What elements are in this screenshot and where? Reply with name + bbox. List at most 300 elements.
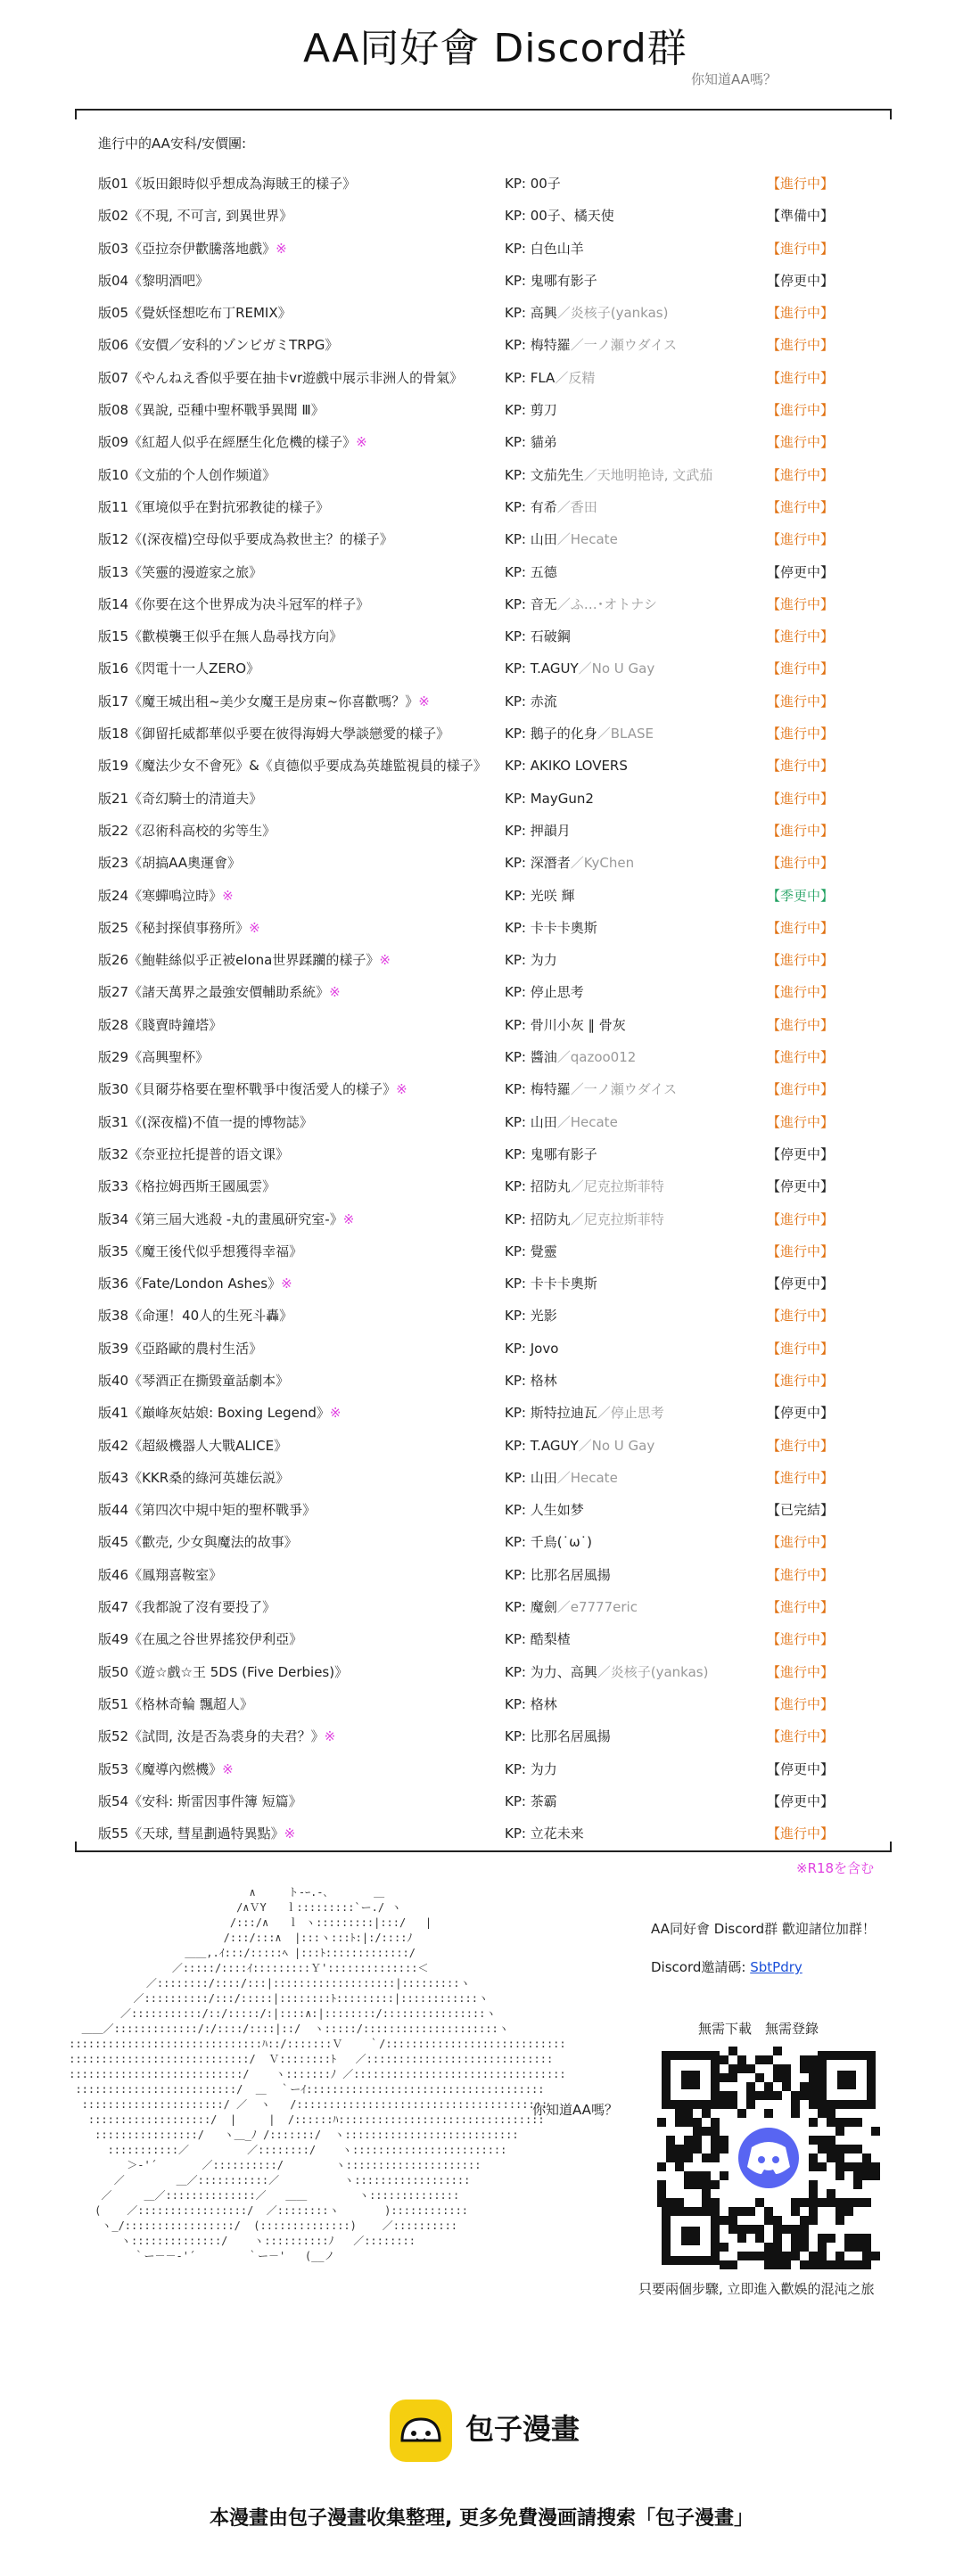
list-item[interactable] <box>0 362 963 394</box>
kp-cell <box>505 1720 611 1752</box>
thread-name: 《異說, 亞種中聖杯戰爭異聞 Ⅲ》 <box>128 402 325 419</box>
thread-number: 版29 <box>98 1049 129 1066</box>
thread-number: 版36 <box>98 1276 129 1292</box>
thread-title <box>98 1591 276 1623</box>
kp-cell <box>505 1817 584 1850</box>
kp-name: 为力、高興 <box>530 1663 597 1680</box>
list-item[interactable] <box>0 297 963 329</box>
kp-name: 高興 <box>530 305 557 322</box>
thread-number: 版17 <box>98 693 129 710</box>
kp-label: KP: <box>505 1599 526 1616</box>
kp-name: Jovo <box>530 1340 559 1357</box>
r18-mark: ※ <box>222 1760 234 1777</box>
r18-note: ※R18を含む <box>796 1860 875 1876</box>
thread-name: 《亞路歐的農村生活》 <box>128 1340 263 1357</box>
thread-number: 版40 <box>98 1372 129 1389</box>
kp-label: KP: <box>505 1405 526 1422</box>
list-item[interactable] <box>0 588 963 620</box>
kp-name: 骨川小灰 ‖ 骨灰 <box>530 1016 626 1033</box>
list-item[interactable] <box>0 168 963 200</box>
kp-cell <box>505 880 575 912</box>
thread-number: 版21 <box>98 790 129 807</box>
thread-number: 版08 <box>98 402 129 419</box>
list-item[interactable] <box>0 1235 963 1267</box>
kp-alt-name: ／KyChen <box>570 855 635 872</box>
kp-name: 文茄先生 <box>530 466 584 483</box>
list-item[interactable] <box>0 1688 963 1720</box>
kp-alt-name: ／No U Gay <box>578 1437 655 1454</box>
thread-title <box>98 1430 287 1462</box>
status-badge: 【季更中】 <box>767 887 835 904</box>
list-item[interactable] <box>0 394 963 426</box>
kp-label: KP: <box>505 887 526 904</box>
thread-title <box>98 1300 292 1332</box>
kp-name: 山田 <box>530 1469 557 1486</box>
kp-name: 梅特羅 <box>530 1081 571 1098</box>
list-item[interactable] <box>0 912 963 944</box>
qr-caption: 無需下載 無需登錄 <box>698 2021 819 2037</box>
status-badge: 【進行中】 <box>767 1469 835 1486</box>
kp-name: 石破鋼 <box>530 628 571 645</box>
list-item[interactable] <box>0 523 963 555</box>
invite-label: Discord邀請碼: <box>651 1959 746 1975</box>
kp-label: KP: <box>505 1728 526 1745</box>
kp-label: KP: <box>505 855 526 872</box>
kp-name: 剪刀 <box>530 402 557 419</box>
status-badge: 【進行中】 <box>767 1437 835 1454</box>
thread-number: 版43 <box>98 1469 129 1486</box>
status-badge: 【進行中】 <box>767 660 835 677</box>
thread-name: 《鮑鞋絲似乎正被elona世界蹂躪的樣子》 <box>128 952 380 969</box>
thread-title <box>98 1365 289 1397</box>
list-item[interactable] <box>0 491 963 523</box>
thread-title <box>98 200 292 232</box>
thread-title <box>98 1267 292 1300</box>
list-item[interactable] <box>0 1267 963 1300</box>
invite-code-link[interactable]: SbtPdry <box>750 1959 802 1975</box>
thread-number: 版22 <box>98 822 129 839</box>
kp-cell <box>505 620 571 652</box>
r18-mark: ※ <box>418 693 430 710</box>
kp-alt-name: ／一ノ瀬ウダイス <box>570 1081 678 1098</box>
thread-number: 版47 <box>98 1599 129 1616</box>
status-badge: 【進行中】 <box>767 240 835 257</box>
thread-number: 版19 <box>98 758 129 775</box>
kp-label: KP: <box>505 1210 526 1227</box>
thread-title <box>98 168 356 200</box>
thread-name: 《安價／安科的ゾンビガミTRPG》 <box>128 337 339 354</box>
kp-label: KP: <box>505 952 526 969</box>
thread-title <box>98 394 325 426</box>
thread-title <box>98 1720 335 1752</box>
list-item[interactable] <box>0 329 963 361</box>
list-item[interactable] <box>0 1559 963 1591</box>
thread-number: 版05 <box>98 305 129 322</box>
list-item[interactable] <box>0 1623 963 1655</box>
list-item[interactable] <box>0 620 963 652</box>
kp-label: KP: <box>505 1695 526 1712</box>
list-item[interactable] <box>0 1009 963 1041</box>
thread-title <box>98 1009 222 1041</box>
status-badge: 【進行中】 <box>767 1049 835 1066</box>
kp-name: 山田 <box>530 531 557 548</box>
kp-name: 00子、橘天使 <box>530 208 614 225</box>
status-badge: 【進行中】 <box>767 466 835 483</box>
status-badge: 【進行中】 <box>767 1599 835 1616</box>
kp-cell <box>505 491 597 523</box>
list-item[interactable] <box>0 880 963 912</box>
list-item[interactable] <box>0 1333 963 1365</box>
status-badge: 【已完結】 <box>767 1502 835 1519</box>
status-badge: 【進行中】 <box>767 305 835 322</box>
thread-title <box>98 1397 341 1429</box>
kp-cell <box>505 1688 557 1720</box>
status-badge: 【進行中】 <box>767 758 835 775</box>
thread-name: 《笑靈的漫遊家之旅》 <box>128 563 263 580</box>
thread-number: 版14 <box>98 595 129 612</box>
thread-number: 版55 <box>98 1825 129 1842</box>
thread-name: 《軍境似乎在對抗邪教徒的樣子》 <box>128 498 330 515</box>
kp-cell <box>505 1106 618 1138</box>
thread-number: 版53 <box>98 1760 129 1777</box>
kp-cell <box>505 523 618 555</box>
list-item[interactable] <box>0 265 963 297</box>
list-item[interactable] <box>0 1106 963 1138</box>
thread-title <box>98 1623 302 1655</box>
list-item[interactable] <box>0 1365 963 1397</box>
thread-title <box>98 233 287 265</box>
status-badge: 【進行中】 <box>767 822 835 839</box>
kp-cell <box>505 685 557 718</box>
kp-cell <box>505 718 654 750</box>
kp-name: T.AGUY <box>530 660 579 677</box>
thread-number: 版06 <box>98 337 129 354</box>
thread-name: 《忍術科高校的劣等生》 <box>128 822 276 839</box>
status-badge: 【進行中】 <box>767 498 835 515</box>
kp-cell <box>505 1041 636 1073</box>
kp-label: KP: <box>505 1825 526 1842</box>
status-badge: 【進行中】 <box>767 1243 835 1259</box>
list-item[interactable] <box>0 1397 963 1429</box>
status-badge: 【進行中】 <box>767 726 835 742</box>
thread-title <box>98 685 430 718</box>
kp-cell <box>505 1009 626 1041</box>
thread-title <box>98 652 259 685</box>
list-item[interactable] <box>0 1526 963 1558</box>
thread-name: 《第四次中規中矩的聖杯戰爭》 <box>128 1502 317 1519</box>
list-item[interactable] <box>0 1494 963 1526</box>
kp-cell <box>505 652 654 685</box>
status-badge: 【進行中】 <box>767 693 835 710</box>
thread-number: 版34 <box>98 1210 129 1227</box>
kp-label: KP: <box>505 1566 526 1583</box>
thread-title <box>98 976 341 1008</box>
r18-mark: ※ <box>276 240 287 257</box>
kp-cell <box>505 1494 584 1526</box>
thread-title <box>98 880 234 912</box>
kp-cell <box>505 556 557 588</box>
kp-label: KP: <box>505 1469 526 1486</box>
thread-number: 版49 <box>98 1631 129 1648</box>
kp-name: 比那名居風揚 <box>530 1728 611 1745</box>
thread-number: 版09 <box>98 434 129 451</box>
kp-label: KP: <box>505 563 526 580</box>
kp-cell <box>505 815 571 847</box>
thread-name: 《不現, 不可言, 到異世界》 <box>128 208 293 225</box>
list-item[interactable] <box>0 1656 963 1688</box>
thread-title <box>98 297 292 329</box>
kp-name: 山田 <box>530 1113 557 1130</box>
kp-name: 酷梨楂 <box>530 1631 571 1648</box>
thread-title <box>98 1785 302 1817</box>
thread-name: 《我都說了沒有要投了》 <box>128 1599 276 1616</box>
kp-cell <box>505 944 557 976</box>
list-item[interactable] <box>0 233 963 265</box>
thread-title <box>98 1106 313 1138</box>
kp-name: 格林 <box>530 1695 557 1712</box>
thread-name: 《Fate/London Ashes》 <box>128 1276 282 1292</box>
kp-alt-name: ／No U Gay <box>578 660 655 677</box>
kp-name: 五德 <box>530 563 557 580</box>
thread-name: 《奇幻騎士的清道夫》 <box>128 790 263 807</box>
kp-label: KP: <box>505 693 526 710</box>
list-item[interactable] <box>0 783 963 815</box>
kp-alt-name: ／BLASE <box>597 726 654 742</box>
thread-name: 《貝爾芬格要在聖杯戰爭中復活愛人的樣子》 <box>128 1081 397 1098</box>
thread-name: 《遊☆戲☆王 5DS (Five Derbies)》 <box>128 1663 349 1680</box>
kp-label: KP: <box>505 1534 526 1551</box>
thread-number: 版52 <box>98 1728 129 1745</box>
thread-name: 《你要在这个世界成为决斗冠军的样子》 <box>128 595 370 612</box>
thread-title <box>98 1235 302 1267</box>
thread-number: 版02 <box>98 208 129 225</box>
kp-alt-name: ／Hecate <box>556 1469 618 1486</box>
footer-note: 本漫畫由包子漫畫收集整理, 更多免費漫画請搜索「包子漫畫」 <box>209 2507 754 2530</box>
thread-number: 版39 <box>98 1340 129 1357</box>
thread-title <box>98 426 367 458</box>
list-item[interactable] <box>0 847 963 879</box>
kp-label: KP: <box>505 1760 526 1777</box>
list-item[interactable] <box>0 944 963 976</box>
kp-cell <box>505 1333 558 1365</box>
thread-number: 版10 <box>98 466 129 483</box>
list-item[interactable] <box>0 1817 963 1850</box>
kp-name: 押韻月 <box>530 822 571 839</box>
thread-name: 《巔峰灰姑娘: Boxing Legend》 <box>128 1405 330 1422</box>
thread-title <box>98 1526 298 1558</box>
kp-cell <box>505 329 677 361</box>
kp-label: KP: <box>505 1243 526 1259</box>
kp-cell <box>505 1235 557 1267</box>
thread-name: 《黎明酒吧》 <box>128 272 210 289</box>
thread-title <box>98 1041 209 1073</box>
list-item[interactable] <box>0 1073 963 1105</box>
list-item[interactable] <box>0 1753 963 1785</box>
r18-mark: ※ <box>249 919 260 936</box>
kp-name: 赤流 <box>530 693 557 710</box>
thread-number: 版11 <box>98 498 129 515</box>
kp-name: 卡卡卡奧斯 <box>530 919 597 936</box>
status-badge: 【進行中】 <box>767 790 835 807</box>
status-badge: 【進行中】 <box>767 919 835 936</box>
kp-cell <box>505 1203 664 1235</box>
thread-name: 《魔法少女不會死》&《貞德似乎要成為英雄監視員的樣子》 <box>128 758 487 775</box>
list-item[interactable] <box>0 1300 963 1332</box>
status-badge: 【進行中】 <box>767 1728 835 1745</box>
list-item[interactable] <box>0 976 963 1008</box>
kp-cell <box>505 1267 597 1300</box>
thread-title <box>98 1203 354 1235</box>
list-item[interactable] <box>0 1203 963 1235</box>
kp-label: KP: <box>505 1113 526 1130</box>
list-item[interactable] <box>0 1170 963 1202</box>
thread-name: 《安科: 斯雷因事件簿 短篇》 <box>128 1793 302 1809</box>
kp-name: 覺靈 <box>530 1243 557 1259</box>
kp-cell <box>505 1656 708 1688</box>
r18-mark: ※ <box>356 434 367 451</box>
list-item[interactable] <box>0 1785 963 1817</box>
kp-name: 魔劍 <box>530 1599 557 1616</box>
kp-alt-name: ／天地明艳诗, 文武茄 <box>583 466 713 483</box>
thread-number: 版03 <box>98 240 129 257</box>
thread-name: 《魔王城出租~美少女魔王是房東~你喜歡嗎？》 <box>128 693 419 710</box>
kp-cell <box>505 1073 677 1105</box>
thread-title <box>98 1559 222 1591</box>
thread-title <box>98 944 391 976</box>
thread-number: 版51 <box>98 1695 129 1712</box>
kp-cell <box>505 233 584 265</box>
kp-name: 音无 <box>530 595 557 612</box>
status-badge: 【進行中】 <box>767 1695 835 1712</box>
status-badge: 【進行中】 <box>767 952 835 969</box>
list-item[interactable] <box>0 718 963 750</box>
status-badge: 【進行中】 <box>767 628 835 645</box>
status-badge: 【準備中】 <box>767 208 835 225</box>
list-item[interactable] <box>0 1462 963 1494</box>
kp-label: KP: <box>505 434 526 451</box>
list-item[interactable] <box>0 685 963 718</box>
thread-number: 版38 <box>98 1308 129 1325</box>
kp-label: KP: <box>505 660 526 677</box>
thread-name: 《閃電十一人ZERO》 <box>128 660 260 677</box>
thread-number: 版27 <box>98 984 129 1001</box>
list-item[interactable] <box>0 1041 963 1073</box>
kp-label: KP: <box>505 369 526 386</box>
kp-name: AKIKO LOVERS <box>530 758 628 775</box>
kp-name: 鬼哪有影子 <box>530 272 597 289</box>
kp-name: 为力 <box>530 1760 557 1777</box>
kp-label: KP: <box>505 1663 526 1680</box>
frame-corner <box>75 111 77 119</box>
thread-number: 版42 <box>98 1437 129 1454</box>
list-item[interactable] <box>0 815 963 847</box>
brand-name: 包子漫畫 <box>465 2412 580 2446</box>
thread-name: 《鳳翔喜鞍室》 <box>128 1566 223 1583</box>
kp-cell <box>505 1170 664 1202</box>
kp-label: KP: <box>505 726 526 742</box>
kp-cell <box>505 1785 557 1817</box>
list-item[interactable] <box>0 1591 963 1623</box>
list-item[interactable] <box>0 200 963 232</box>
kp-alt-name: ／Hecate <box>556 531 618 548</box>
status-badge: 【進行中】 <box>767 1631 835 1648</box>
thread-number: 版54 <box>98 1793 129 1809</box>
r18-mark: ※ <box>324 1728 336 1745</box>
status-badge: 【停更中】 <box>767 1178 835 1195</box>
list-item[interactable] <box>0 459 963 491</box>
kp-alt-name: ／香田 <box>556 498 597 515</box>
kp-label: KP: <box>505 1145 526 1162</box>
kp-label: KP: <box>505 531 526 548</box>
kp-name: 貓弟 <box>530 434 557 451</box>
bun-logo-icon <box>390 2400 452 2462</box>
list-item[interactable] <box>0 426 963 458</box>
kp-label: KP: <box>505 1178 526 1195</box>
kp-cell <box>505 1591 638 1623</box>
status-badge: 【進行中】 <box>767 176 835 192</box>
kp-cell <box>505 459 712 491</box>
kp-label: KP: <box>505 984 526 1001</box>
list-item[interactable] <box>0 652 963 685</box>
thread-name: 《高興聖杯》 <box>128 1049 210 1066</box>
kp-alt-name: ／ふ…･オトナシ <box>556 595 657 612</box>
thread-title <box>98 815 276 847</box>
kp-alt-name: ／qazoo012 <box>556 1049 637 1066</box>
kp-cell <box>505 168 561 200</box>
kp-label: KP: <box>505 822 526 839</box>
thread-number: 版50 <box>98 1663 129 1680</box>
kp-cell <box>505 1300 557 1332</box>
thread-name: 《諸天萬界之最強安價輔助系統》 <box>128 984 330 1001</box>
kp-cell <box>505 394 557 426</box>
kp-label: KP: <box>505 758 526 775</box>
list-item[interactable] <box>0 1138 963 1170</box>
thread-number: 版04 <box>98 272 129 289</box>
list-item[interactable] <box>0 1430 963 1462</box>
thread-number: 版45 <box>98 1534 129 1551</box>
kp-name: 格林 <box>530 1372 557 1389</box>
status-badge: 【進行中】 <box>767 337 835 354</box>
status-badge: 【進行中】 <box>767 855 835 872</box>
thread-number: 版01 <box>98 176 129 192</box>
kp-name: 立花未来 <box>530 1825 584 1842</box>
list-item[interactable] <box>0 750 963 782</box>
status-badge: 【進行中】 <box>767 1534 835 1551</box>
join-line: 只要兩個步驟, 立即進入歡娛的混沌之旅 <box>638 2281 875 2297</box>
thread-name: 《第三屆大逃殺 -丸的畫風研究室-》 <box>128 1210 343 1227</box>
thread-name: 《(深夜檔)不值一提的博物誌》 <box>128 1113 313 1130</box>
r18-mark: ※ <box>284 1825 296 1842</box>
list-item[interactable] <box>0 556 963 588</box>
thread-title <box>98 1170 276 1202</box>
list-item[interactable] <box>0 1720 963 1752</box>
ascii-art-illustration: ∧ ト‐ｰ.-､ ＿ /∧ＶY ｌ:::::::::`ー./ ヽ /:::/∧ ｌ ヽ:::::::::|:::/ | /:::/:::∧ |:::ヽ:::ﾄ:|:/::::ﾉ ＿＿,.ｲ:::/:::::ﾍ |:::ﾄ:::::::::::::/ ／:::::/::::ｲ:::::::::Ｙ'::::::::::::::＜ ／::::::::/::::/:::|:::::::::::::::::::|:::::::::ヽ ／::::::::::/:::/:::::|::::::::ﾄ:::::::::|::::::::::::ヽ ／:::::::::::/::/:::::/:|::::∧:|::::::::/::::::::::::::::ヽ ＿＿／:::::::::::::/:/::::/::::|::/ ヽ:::::/:::::::::::::::::::::ヽ ::::::::::::::::::::::::::::::ﾊ::/:::::::Ｖ ｀/:::::::::::::::::::::::::::: ::::::::::::::::::::::::::::/ Ｖ::::::::ﾄ ／::::::::::::::::::::::::::::: :::::::::::::::::::::::::::/ ヽ:::::::ﾉ ／::::::::::::::::::::::::::::::::: :::::::::::::::::::::::::/ ＿ ｀ーｲ::::::::::::::::::::::::::::::::::::: ::::::::::::::::::::::/ ／ ヽ /::::::::::::::::::::::::::::::::::::::: :::::::::::::::::::/ | | /::::::ﾊ:::::::::::::::::::::::::::::::: ::::::::::::::::/ ヽ＿_ﾉ /:::::::/ ヽ::::::::::::::::::::::::::: :::::::::::／ ／::::::::/ ヽ:::::::::::::::::::::::: ＞‐'´ ／::::::::::/ ヽ::::::::::::::::::::: ／ ＿／:::::::::::／ ヽ:::::::::::::::::: ／ ＿／::::::::::::::／ ＿＿ ヽ:::::::::::::: ( ／:::::::::::::::::/ ／::::::::ヽ ):::::::::::: ヽ_/:::::::::::::::::/ (::::::::::::::) ／:::::::::: ヽ::::::::::::::/ ヽ::::::::::ﾉ ／:::::::: ｀ー－－‐'´ ｀ー－' (__ノ <box>69 1886 566 2262</box>
thread-name: 《秘封探偵事務所》 <box>128 919 250 936</box>
kp-alt-name: ／尼克拉斯菲特 <box>570 1210 664 1227</box>
kp-cell <box>505 1430 654 1462</box>
thread-name: 《魔王後代似乎想獲得幸福》 <box>128 1243 303 1259</box>
kp-alt-name: ／一ノ瀬ウダイス <box>570 337 678 354</box>
status-badge: 【進行中】 <box>767 595 835 612</box>
status-badge: 【進行中】 <box>767 1340 835 1357</box>
status-badge: 【進行中】 <box>767 369 835 386</box>
status-badge: 【進行中】 <box>767 1016 835 1033</box>
thread-title <box>98 620 342 652</box>
kp-label: KP: <box>505 1793 526 1809</box>
kp-cell <box>505 362 595 394</box>
kp-label: KP: <box>505 337 526 354</box>
thread-name: 《試問, 汝是否為裘身的夫君？》 <box>128 1728 325 1745</box>
